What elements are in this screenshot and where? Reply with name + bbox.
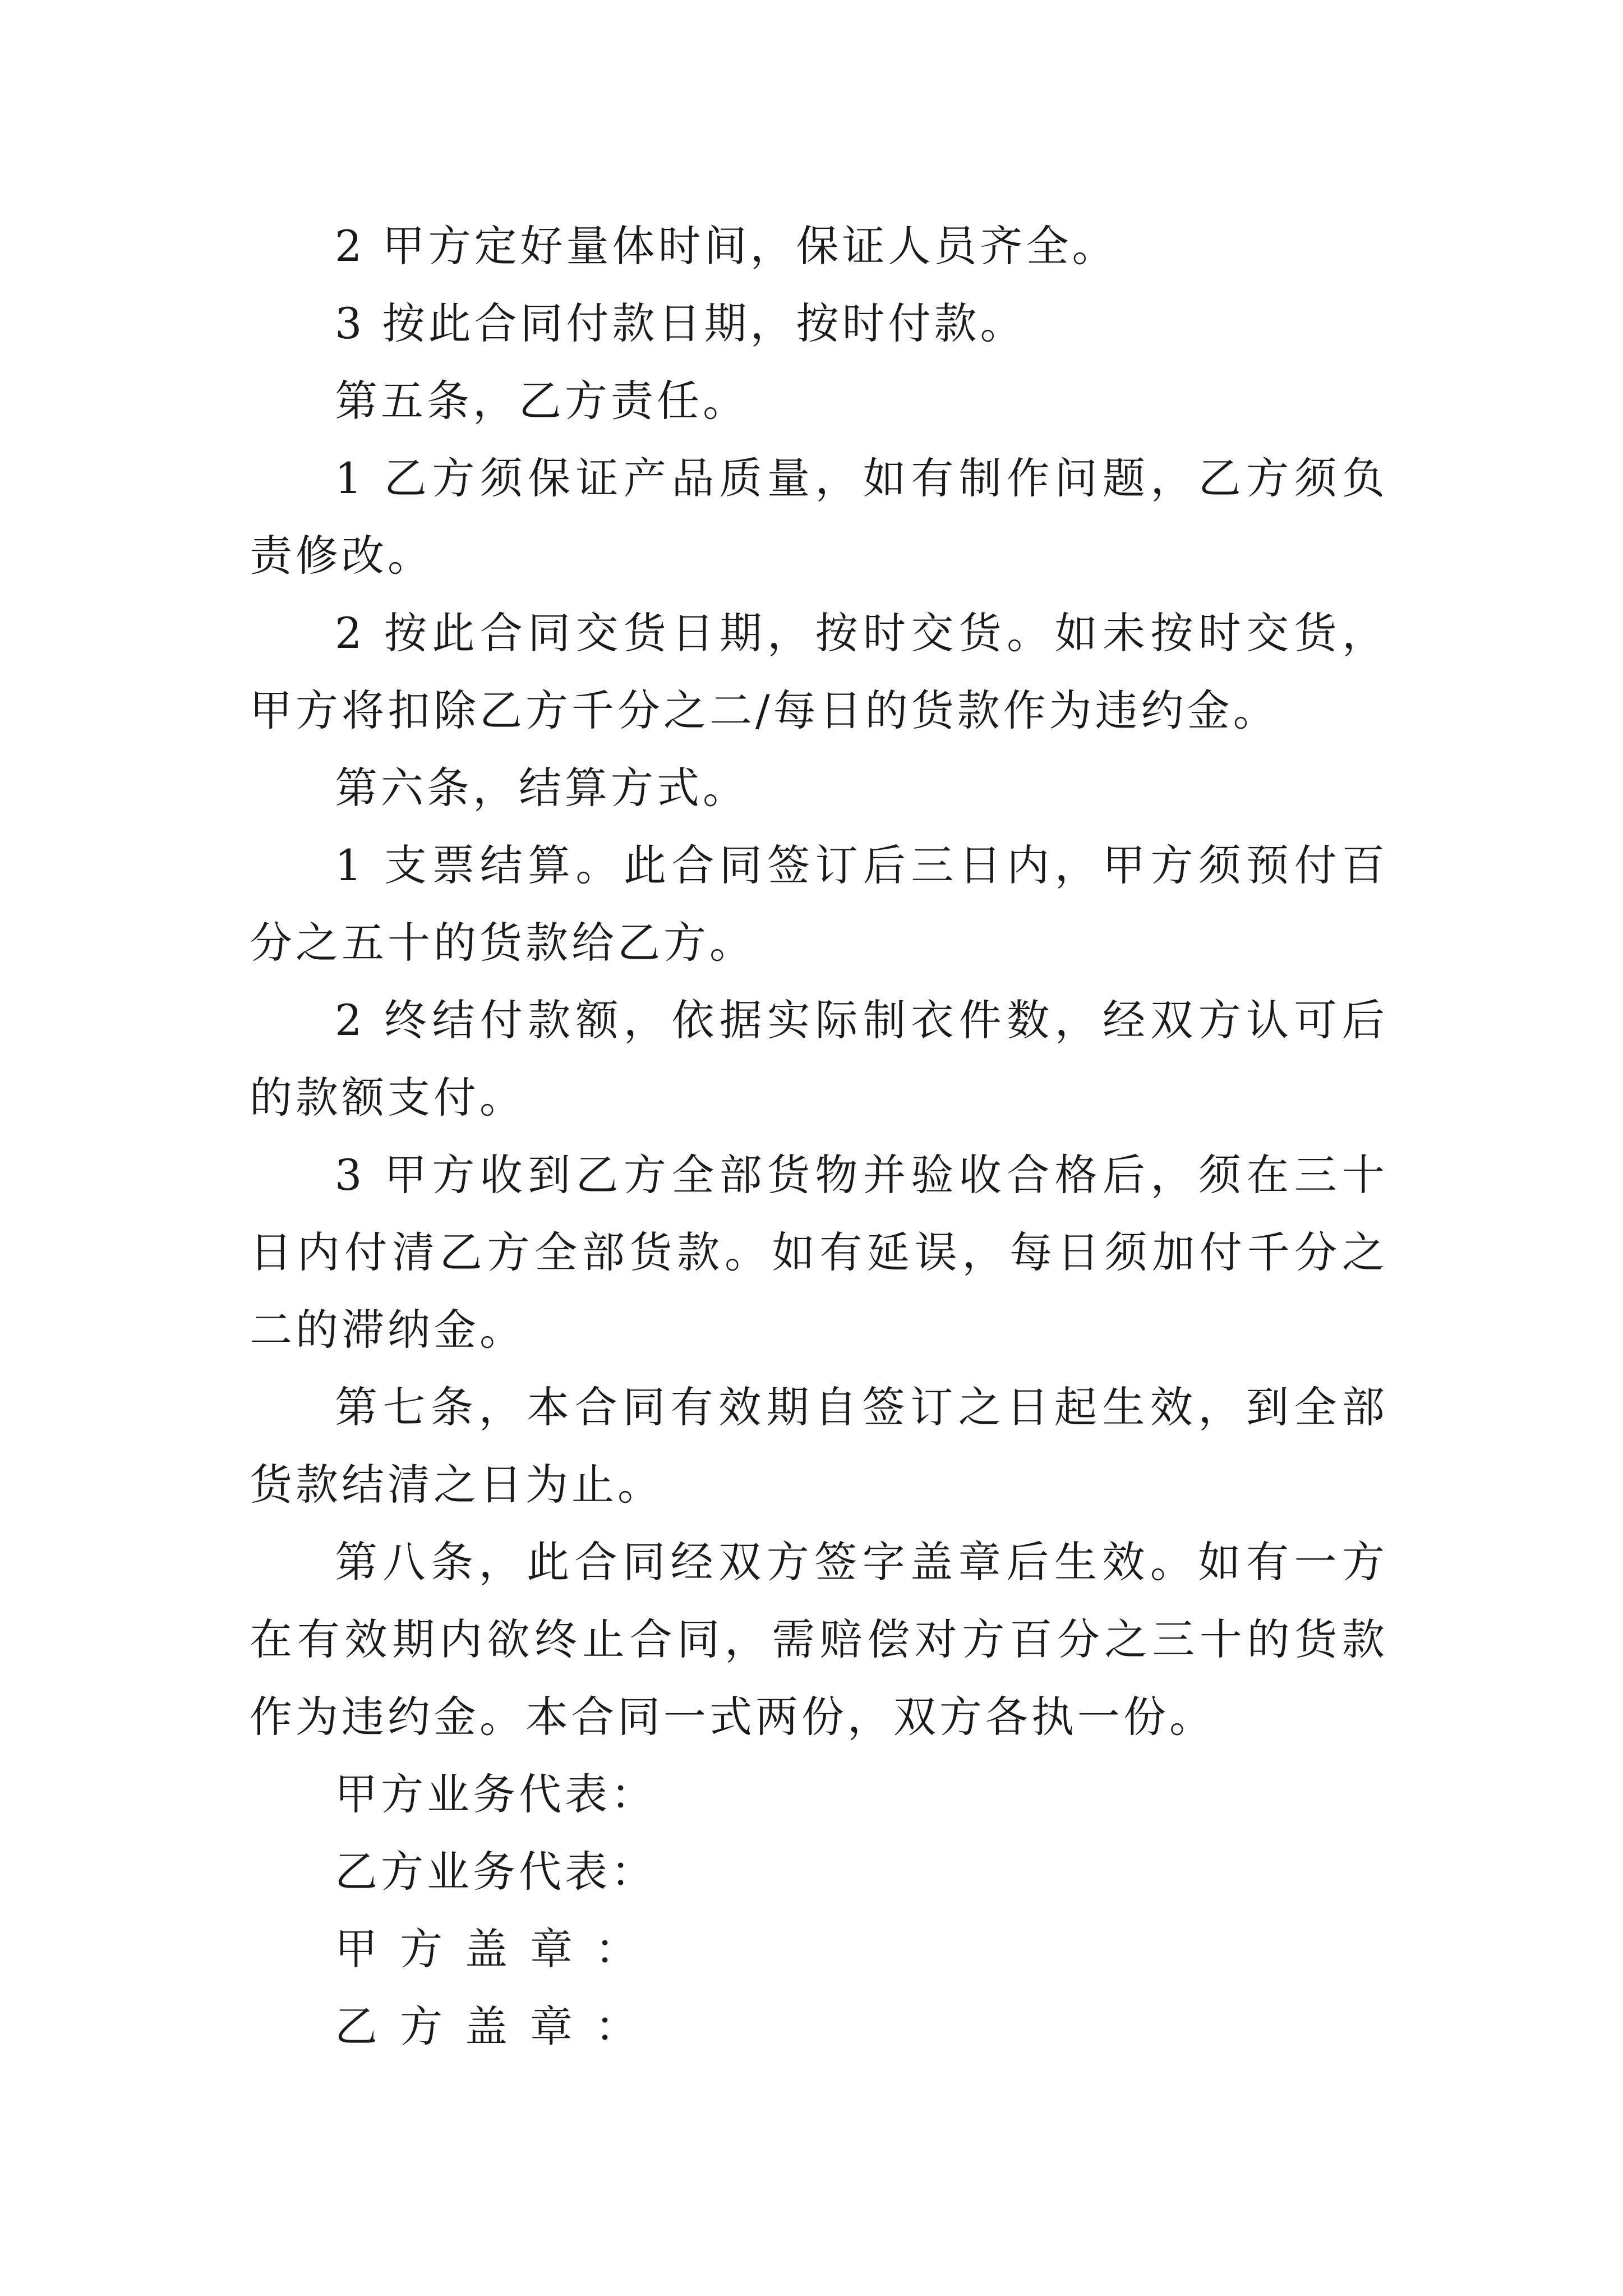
clause-6-item-1: 1 支票结算。此合同签订后三日内，甲方须预付百分之五十的货款给乙方。: [250, 840, 1388, 968]
clause-7: 第七条，本合同有效期自签订之日起生效，到全部货款结清之日为止。: [250, 1382, 1388, 1510]
party-a-seal: 甲方盖章：: [335, 1924, 660, 1974]
party-a-representative: 甲方业务代表：: [335, 1769, 657, 1819]
clause-6-item-3: 3 甲方收到乙方全部货物并验收合格后，须在三十日内付清乙方全部货款。如有延误，每日须加付千分之二的滞纳金。: [250, 1150, 1388, 1355]
clause-6-item-2: 2 终结付款额，依据实际制衣件数，经双方认可后的款额支付。: [250, 995, 1388, 1122]
party-b-representative: 乙方业务代表：: [335, 1847, 657, 1897]
clause-6-heading: 第六条，结算方式。: [335, 763, 749, 813]
clause-4-item-2: 2 甲方定好量体时间，保证人员齐全。: [335, 221, 1118, 271]
document-body: [250, 208, 1388, 2065]
clause-4-item-3: 3 按此合同付款日期，按时付款。: [335, 298, 1026, 348]
clause-5-heading: 第五条，乙方责任。: [335, 376, 749, 426]
clause-5-item-2: 2 按此合同交货日期，按时交货。如未按时交货，甲方将扣除乙方千分之二/每日的货款作为违约金。: [250, 608, 1388, 735]
clause-8: 第八条，此合同经双方签字盖章后生效。如有一方在有效期内欲终止合同，需赔偿对方百分之三十的货款作为违约金。本合同一式两份，双方各执一份。: [250, 1537, 1388, 1742]
clause-5-item-1: 1 乙方须保证产品质量，如有制作问题，乙方须负责修改。: [250, 453, 1388, 581]
party-b-seal: 乙方盖章：: [335, 2001, 660, 2051]
